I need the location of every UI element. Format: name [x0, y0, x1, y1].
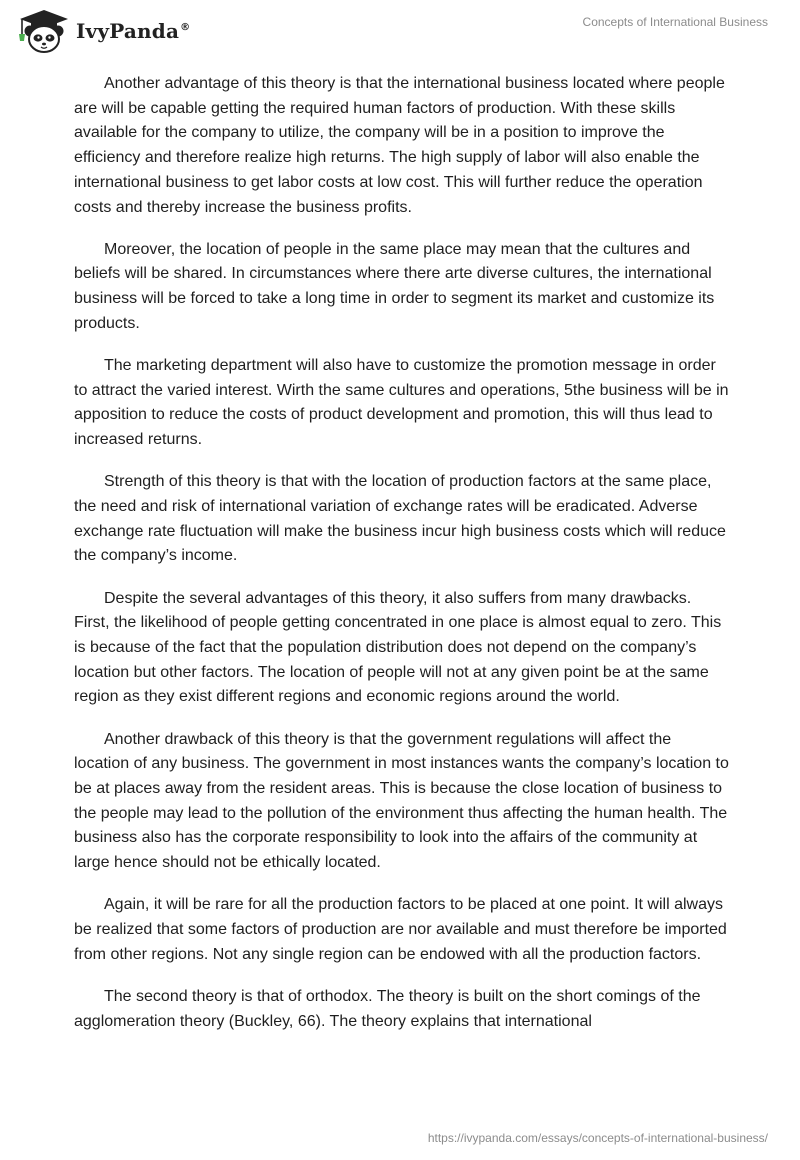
page-header — [0, 0, 800, 64]
paragraph: Again, it will be rare for all the production factors to be placed at one point. It will always be realized that some factors of production are nor available and must therefore be imported from other regions. Not any single region can be endowed with all the production factors. — [74, 896, 727, 963]
paragraph: Another drawback of this theory is that the government regulations will affect the location of any business. The government in most instances wants the company’s location to be at places away from the resident areas. This is because the close location of business to the people may lead to the pollution of the environment thus affecting the human health. The business also has the corporate responsibility to look into the affairs of the community at large hence should not be ethically located. — [74, 730, 729, 872]
essay-body — [74, 72, 730, 1052]
registered-mark: ® — [180, 22, 191, 34]
panda-graduate-icon — [14, 8, 74, 54]
paragraph: Moreover, the location of people in the same place may mean that the cultures and beliefs will be shared. In circumstances where there arte diverse cultures, the international business will be forced to take a long time in order to segment its market and customize its products. — [74, 240, 715, 332]
paragraph: Despite the several advantages of this theory, it also suffers from many drawbacks. First, the likelihood of people getting concentrated in one place is almost equal to zero. This is because of the fact that the population distribution does not depend on the company’s location but other factors. The location of people will not at any given point be at the same region as they exist different regions and economic regions around the world. — [74, 589, 722, 706]
paragraph: The second theory is that of orthodox. The theory is built on the short comings of the agglomeration theory (Buckley, 66). The theory explains that international — [74, 988, 701, 1030]
brand-name: IvyPanda® — [76, 19, 191, 43]
source-url[interactable]: https://ivypanda.com/essays/concepts-of-international-business/ — [427, 1131, 768, 1145]
paragraph: Another advantage of this theory is that the international business located where people are will be capable getting the required human factors of production. With these skills available for the company to utilize, the company will be in a position to improve the efficiency and therefore realize high returns. The high supply of labor will also enable the international business to get labor costs at low cost. This will further reduce the operation costs and thereby increase the business profits. — [74, 75, 725, 216]
paragraph: Strength of this theory is that with the location of production factors at the same place, the need and risk of international variation of exchange rates will be eradicated. Adverse exchange rate fluctuation will make the business incur high business costs which will reduce the company’s income. — [74, 473, 726, 565]
document-title: Concepts of International Business — [582, 15, 768, 29]
ivypanda-logo[interactable] — [14, 8, 190, 54]
paragraph: The marketing department will also have to customize the promotion message in order to attract the varied interest. Wirth the same cultures and operations, 5the business will be in apposition to reduce the costs of product development and promotion, this will thus lead to increased returns. — [74, 357, 729, 449]
